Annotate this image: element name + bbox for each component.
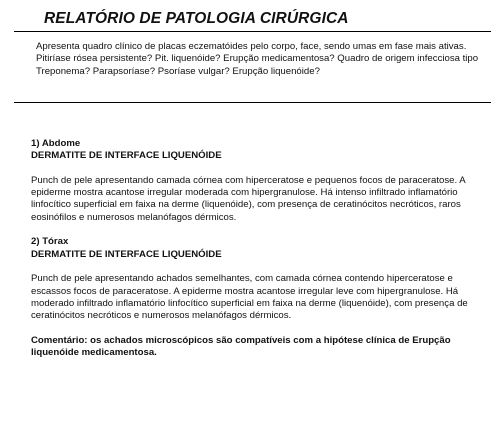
clinical-hypotheses: Pitiríase rósea persistente? Pit. liquenóide? Erupção medicamentosa? Quadro de origem infecciosa tipo Treponema? Parapsoríase? Psoríase vulgar? Erupção liquenóide? bbox=[36, 53, 479, 77]
section-diagnosis: DERMATITE DE INTERFACE LIQUENÓIDE bbox=[31, 248, 222, 260]
section-abdome bbox=[31, 138, 481, 224]
report-comment: Comentário: os achados microscópicos são compatíveis com a hipótese clínica de Erupção liquenóide medicamentosa. bbox=[31, 334, 451, 359]
clinical-presentation: Apresenta quadro clínico de placas eczematóides pelo corpo, face, sendo umas em fase mais ativas. bbox=[36, 41, 467, 52]
clinical-info bbox=[36, 41, 481, 78]
report-body bbox=[31, 138, 481, 359]
clinical-rule bbox=[14, 102, 491, 103]
title-rule bbox=[14, 31, 491, 32]
section-site: 1) Abdome bbox=[31, 138, 81, 149]
section-description: Punch de pele apresentando achados semelhantes, com camada córnea contendo hiperceratose e escassos focos de paraceratose. A epiderme mostra acantose irregular leve com hipergranulose. Há moderado infiltrado inflamatório linfocítico superficial em faixa na derme (liquenóide), com presença de ceratinócitos necróticos e numerosos melanófagos dérmicos. bbox=[31, 273, 468, 322]
report-title: RELATÓRIO DE PATOLOGIA CIRÚRGICA bbox=[44, 10, 349, 27]
section-diagnosis: DERMATITE DE INTERFACE LIQUENÓIDE bbox=[31, 150, 222, 162]
section-description: Punch de pele apresentando camada córnea com hiperceratose e pequenos focos de paraceratose. A epiderme mostra acantose irregular moderada com hipergranulose. Há intenso infiltrado inflamatório linfocítico superficial em faixa na derme (liquenóide), com presença de ceratinócitos necróticos, raros eosinófilos e numerosos melanófagos dérmicos. bbox=[31, 174, 466, 223]
section-site: 2) Tórax bbox=[31, 236, 69, 248]
section-torax bbox=[31, 236, 481, 322]
